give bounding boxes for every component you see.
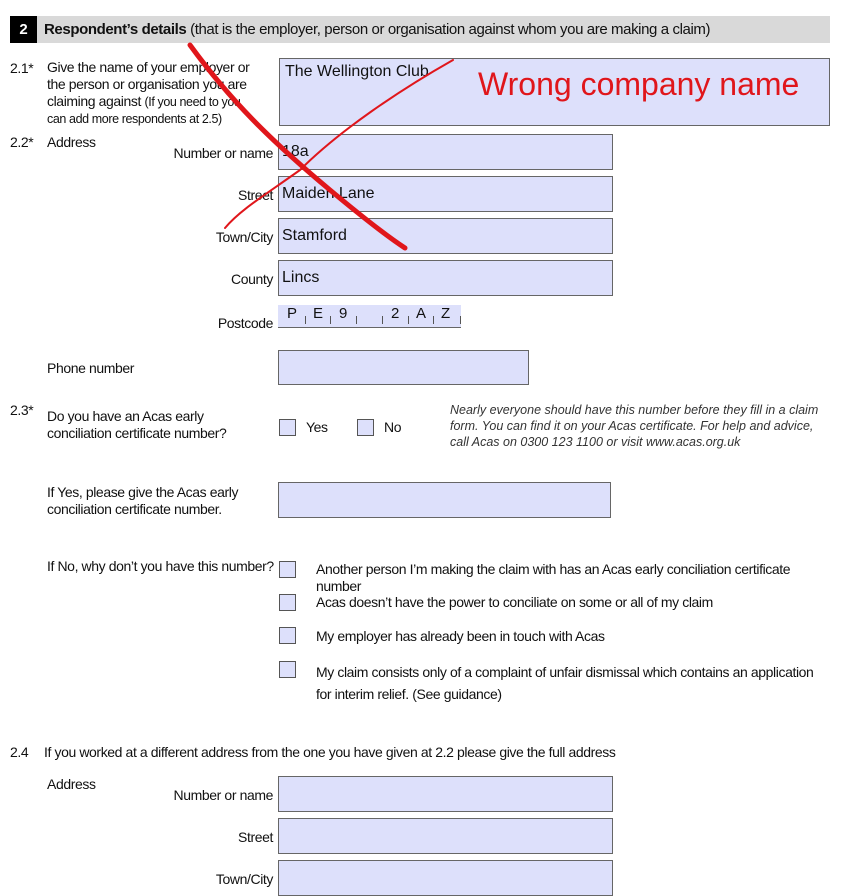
no-label: No bbox=[384, 419, 402, 435]
q24-text: If you worked at a different address from the one you have given at 2.2 please give the full address bbox=[44, 744, 616, 760]
acas-help-text: Nearly everyone should have this number before they fill in a claim form. You can find it on your Acas certificate. For help and advice, call Acas on 0300 123 1100 or visit www.acas.org.uk bbox=[450, 403, 819, 449]
postcode-char: 9 bbox=[339, 305, 348, 322]
q24-address-label: Address bbox=[47, 776, 96, 792]
q23-number: 2.3* bbox=[10, 402, 34, 418]
if-yes-label: If Yes, please give the Acas early conciliation certificate number. bbox=[47, 484, 239, 517]
reason-option-4: My claim consists only of a complaint of unfair dismissal which contains an application for interim relief. (See guidance) bbox=[316, 664, 814, 702]
postcode-char: Z bbox=[441, 305, 451, 322]
q24-number-or-name-label: Number or name bbox=[173, 787, 273, 803]
q24-town-city-label: Town/City bbox=[215, 871, 273, 887]
postcode-char: E bbox=[313, 305, 324, 322]
street-value: Maiden Lane bbox=[282, 185, 375, 202]
cross-stroke-1 bbox=[190, 45, 405, 248]
employer-name-value: The Wellington Club bbox=[285, 63, 429, 80]
section-title-bold: Respondent’s details bbox=[44, 21, 187, 38]
section-number-badge: 2 bbox=[10, 16, 37, 43]
postcode-char: 2 bbox=[391, 305, 400, 322]
q21-number: 2.1* bbox=[10, 60, 34, 76]
postcode-label: Postcode bbox=[217, 315, 273, 331]
section-title-rest: (that is the employer, person or organisation against whom you are making a claim) bbox=[190, 21, 711, 38]
town-city-value: Stamford bbox=[282, 227, 347, 244]
cross-stroke-2 bbox=[225, 60, 453, 228]
postcode-char: A bbox=[416, 305, 427, 322]
town-city-label: Town/City bbox=[215, 229, 273, 245]
q22-number: 2.2* bbox=[10, 134, 34, 150]
postcode-char: P bbox=[287, 305, 298, 322]
reason-option-3: My employer has already been in touch with Acas bbox=[316, 628, 605, 644]
q24-number: 2.4 bbox=[10, 744, 29, 760]
county-label: County bbox=[231, 271, 273, 287]
reason-option-1: Another person I’m making the claim with has an Acas early conciliation certificate number bbox=[316, 561, 791, 594]
number-or-name-label: Number or name bbox=[173, 145, 273, 161]
phone-label: Phone number bbox=[47, 360, 135, 376]
number-or-name-value: 18a bbox=[282, 143, 309, 160]
reason-option-2: Acas doesn’t have the power to conciliate on some or all of my claim bbox=[316, 594, 713, 610]
q21-text-small: (If you need to you can add more respondents at 2.5) bbox=[47, 95, 241, 126]
wrong-company-annotation: Wrong company name bbox=[478, 66, 800, 102]
q23-question: Do you have an Acas early conciliation certificate number? bbox=[47, 408, 227, 441]
q24-street-label: Street bbox=[238, 829, 273, 845]
q21-text-main: Give the name of your employer or the person or organisation you are claiming against bbox=[47, 59, 250, 109]
q22-address-label: Address bbox=[47, 134, 96, 150]
yes-label: Yes bbox=[306, 419, 328, 435]
street-label: Street bbox=[238, 187, 273, 203]
county-value: Lincs bbox=[282, 269, 320, 286]
if-no-label: If No, why don’t you have this number? bbox=[47, 558, 274, 574]
